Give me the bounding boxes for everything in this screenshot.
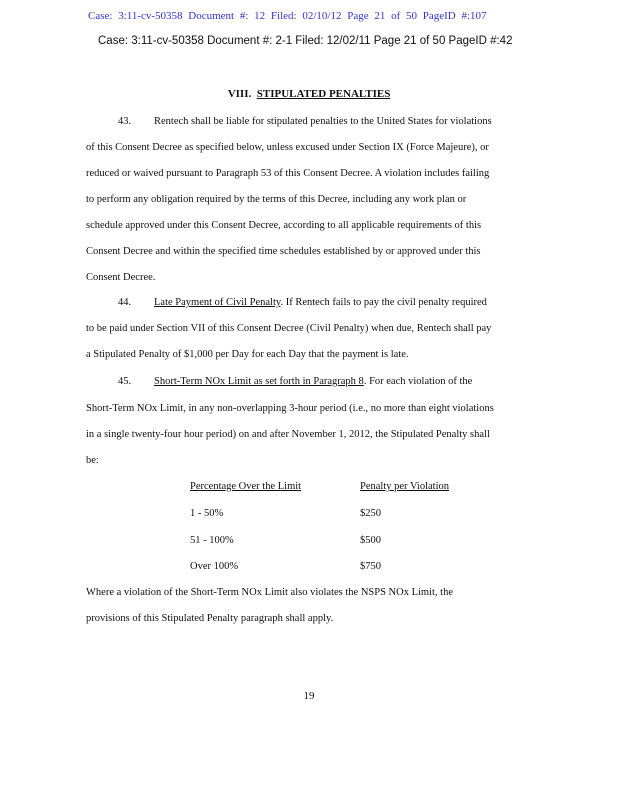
paragraph-line: Consent Decree. — [86, 272, 156, 283]
table-cell: $500 — [360, 535, 381, 546]
paragraph-number: 43. — [118, 116, 132, 127]
paragraph-number: 44. — [118, 297, 132, 308]
paragraph-line: Rentech shall be liable for stipulated penalties to the United States for violations — [154, 116, 492, 127]
section-heading — [0, 88, 618, 100]
paragraph-line: Consent Decree and within the specified time schedules established by or approved under this — [86, 246, 481, 257]
page-number: 19 — [303, 690, 315, 702]
paragraph-line — [154, 297, 487, 308]
paragraph-title: Short-Term NOx Limit as set forth in Paragraph 8 — [154, 376, 364, 387]
section-number: VIII. — [227, 88, 252, 100]
table-cell: 1 - 50% — [190, 508, 224, 519]
paragraph-line: be: — [86, 455, 99, 466]
paragraph-text: . For each violation of the — [363, 376, 473, 387]
table-header: Percentage Over the Limit — [190, 481, 302, 492]
paragraph-line: provisions of this Stipulated Penalty paragraph shall apply. — [86, 613, 334, 624]
paragraph-text: . If Rentech fails to pay the civil penalty required — [280, 297, 487, 308]
table-cell: Over 100% — [190, 561, 239, 572]
table-cell: $250 — [360, 508, 381, 519]
paragraph-line: reduced or waived pursuant to Paragraph 53 of this Consent Decree. A violation includes failing — [86, 168, 490, 179]
table-header: Penalty per Violation — [360, 481, 449, 492]
paragraph-line: to be paid under Section VII of this Consent Decree (Civil Penalty) when due, Rentech shall pay — [86, 323, 492, 334]
paragraph-line: of this Consent Decree as specified below, unless excused under Section IX (Force Majeure), or — [86, 142, 489, 153]
table-cell: 51 - 100% — [190, 535, 234, 546]
paragraph-title: Late Payment of Civil Penalty — [154, 297, 281, 308]
paragraph-line: to perform any obligation required by the terms of this Decree, including any work plan or — [86, 194, 467, 205]
paragraph-line: schedule approved under this Consent Decree, according to all applicable requirements of this — [86, 220, 482, 231]
original-filing-header: Case: 3:11-cv-50358 Document #: 2-1 Filed: 12/02/11 Page 21 of 50 PageID #:42 — [98, 35, 513, 47]
paragraph-line — [154, 376, 472, 387]
section-title: STIPULATED PENALTIES — [256, 88, 391, 100]
paragraph-line: in a single twenty-four hour period) on and after November 1, 2012, the Stipulated Penalty shall — [86, 429, 490, 440]
paragraph-number: 45. — [118, 376, 132, 387]
paragraph-line: Where a violation of the Short-Term NOx Limit also violates the NSPS NOx Limit, the — [86, 587, 453, 598]
court-filing-stamp: Case: 3:11-cv-50358 Document #: 12 Filed: 02/10/12 Page 21 of 50 PageID #:107 — [88, 10, 487, 22]
paragraph-line: a Stipulated Penalty of $1,000 per Day for each Day that the payment is late. — [86, 349, 409, 360]
table-cell: $750 — [360, 561, 381, 572]
paragraph-line: Short-Term NOx Limit, in any non-overlapping 3-hour period (i.e., no more than eight violations — [86, 403, 494, 414]
